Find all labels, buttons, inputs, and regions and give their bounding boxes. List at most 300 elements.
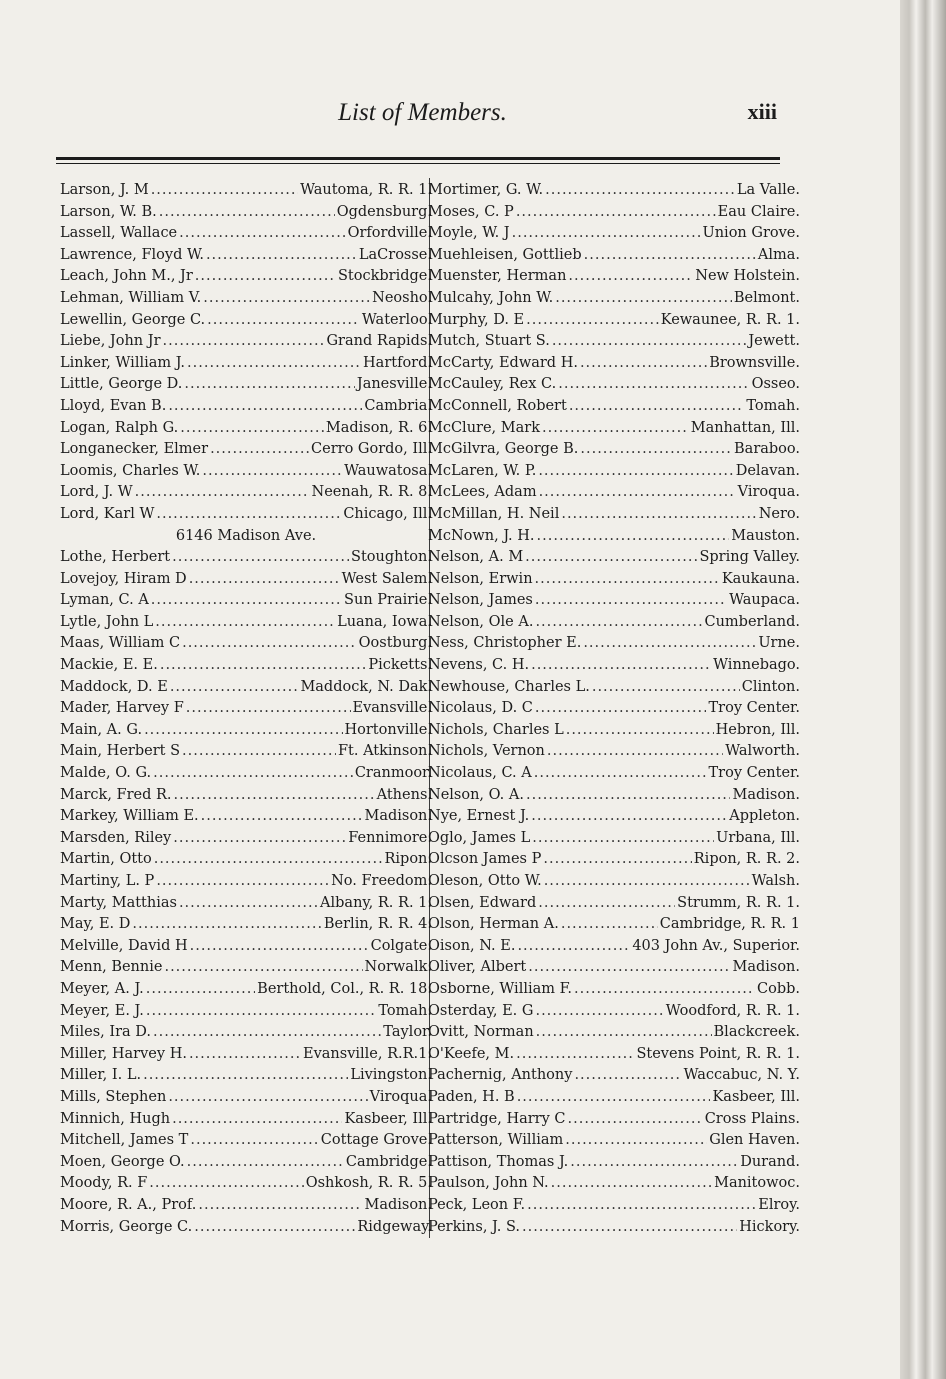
member-entry	[428, 310, 800, 332]
dot-leader	[159, 202, 335, 224]
member-entry	[60, 957, 432, 979]
member-place: Manitowoc.	[714, 1175, 800, 1192]
member-place: Cerro Gordo, Ill.	[311, 441, 432, 458]
member-name: Pattison, Thomas J.	[428, 1153, 569, 1170]
member-entry	[60, 1022, 432, 1044]
member-place: Ripon.	[384, 851, 432, 868]
member-entry	[60, 871, 432, 893]
member-name: Perkins, J. S.	[428, 1218, 520, 1235]
dot-leader	[190, 1130, 318, 1152]
member-place: Livingston.	[350, 1067, 432, 1084]
member-entry	[60, 1217, 432, 1239]
member-entry	[60, 612, 432, 634]
member-place: Mauston.	[731, 527, 800, 544]
dot-leader	[203, 288, 370, 310]
header-rule-thin	[56, 163, 780, 164]
member-place: Troy Center.	[708, 700, 800, 717]
member-entry	[60, 526, 432, 548]
member-entry	[428, 526, 800, 548]
dot-leader	[170, 677, 299, 699]
member-entry	[428, 633, 800, 655]
member-name: Meyer, E. J.	[60, 1002, 144, 1019]
dot-leader	[195, 266, 336, 288]
member-name: Miller, I. L.	[60, 1067, 142, 1084]
member-entry	[428, 806, 800, 828]
dot-leader	[535, 698, 707, 720]
member-name: Mulcahy, John W.	[428, 289, 554, 306]
dot-leader	[144, 720, 342, 742]
member-place: La Valle.	[736, 182, 800, 198]
member-name: Mitchell, James T	[60, 1132, 189, 1149]
dot-leader	[146, 1001, 377, 1023]
dot-leader	[574, 979, 755, 1001]
dot-leader	[149, 1173, 303, 1195]
member-place: Athens.	[376, 786, 432, 803]
dot-leader	[526, 310, 659, 332]
member-entry	[60, 914, 432, 936]
member-name: Pachernig, Anthony	[428, 1067, 573, 1084]
member-place: Stevens Point, R. R. 1.	[636, 1045, 800, 1062]
member-name: Lovejoy, Hiram D	[60, 570, 187, 587]
member-place: Baraboo.	[734, 441, 800, 458]
header-rule-thick	[56, 157, 780, 160]
dot-leader	[527, 1195, 756, 1217]
member-place: Glen Haven.	[709, 1132, 800, 1149]
dot-leader	[189, 569, 340, 591]
member-place: Strumm, R. R. 1.	[677, 894, 800, 911]
member-name: Moyle, W. J	[428, 225, 510, 242]
member-entry	[60, 418, 432, 440]
member-place: Cambridge, R. R. 1	[659, 916, 800, 933]
member-entry	[60, 698, 432, 720]
dot-leader	[174, 785, 375, 807]
member-entry	[428, 698, 800, 720]
member-entry	[60, 936, 432, 958]
dot-leader	[535, 612, 702, 634]
member-entry	[428, 893, 800, 915]
member-place: Picketts.	[368, 657, 432, 674]
member-name: Oglo, James L	[428, 829, 531, 846]
member-place: Alma.	[757, 246, 800, 263]
member-name: McGilvra, George B.	[428, 441, 579, 458]
dot-leader	[156, 871, 329, 893]
member-place: Ft. Atkinson.	[337, 743, 432, 760]
member-entry	[60, 266, 432, 288]
member-name: Nichols, Charles L	[428, 721, 564, 738]
member-place: Waterloo.	[361, 311, 432, 328]
member-entry	[428, 1087, 800, 1109]
member-name: Muenster, Herman	[428, 268, 567, 285]
member-entry	[60, 1195, 432, 1217]
member-entry	[60, 720, 432, 742]
dot-leader	[568, 1109, 703, 1131]
dot-leader	[547, 741, 723, 763]
dot-leader	[538, 461, 733, 483]
dot-leader	[569, 396, 745, 418]
dot-leader	[153, 763, 353, 785]
member-name: Lewellin, George C.	[60, 311, 206, 328]
member-entry	[428, 461, 800, 483]
member-name: Martiny, L. P	[60, 873, 155, 889]
member-entry	[428, 353, 800, 375]
dot-leader	[168, 396, 362, 418]
member-entry	[428, 482, 800, 504]
member-place: Delavan.	[735, 462, 800, 479]
dot-leader	[516, 1044, 634, 1066]
dot-leader	[538, 893, 675, 915]
member-place: Albany, R. R. 1.	[320, 894, 432, 911]
member-entry	[428, 439, 800, 461]
dot-leader	[535, 590, 727, 612]
member-place: Luana, Iowa.	[337, 613, 432, 630]
dot-leader	[537, 526, 730, 548]
member-place: Grand Rapids.	[326, 333, 432, 350]
dot-leader	[535, 569, 720, 591]
member-name: Peck, Leon F.	[428, 1196, 526, 1213]
member-entry	[60, 245, 432, 267]
member-entry	[428, 1065, 800, 1087]
dot-leader	[179, 223, 345, 245]
member-place: Kewaunee, R. R. 1.	[660, 311, 800, 328]
dot-leader	[173, 828, 346, 850]
member-place: Berlin, R. R. 4.	[323, 916, 432, 933]
member-place: Durand.	[740, 1153, 800, 1170]
dot-leader	[163, 331, 325, 353]
member-name: Oleson, Otto W.	[428, 873, 542, 889]
member-name: McCarty, Edward H.	[428, 354, 578, 371]
member-place: Cross Plains.	[704, 1110, 800, 1127]
member-name: Minnich, Hugh	[60, 1110, 171, 1127]
member-place: Stockbridge.	[337, 268, 432, 285]
dot-leader	[517, 936, 630, 958]
dot-leader	[544, 871, 750, 893]
member-place: Oshkosh, R. R. 5.	[305, 1175, 432, 1192]
member-entry	[428, 569, 800, 591]
member-entry	[60, 1173, 432, 1195]
member-place: Urne.	[758, 635, 800, 652]
dot-leader	[574, 1065, 681, 1087]
member-place: Neosho.	[372, 289, 432, 306]
member-place: Hortonville.	[344, 721, 432, 738]
member-place: Madison.	[364, 1196, 432, 1213]
member-place: Cambria.	[364, 397, 432, 414]
member-place: Elroy.	[758, 1196, 800, 1213]
dot-leader	[561, 504, 756, 526]
dot-leader	[525, 547, 697, 569]
member-name: Maas, William C	[60, 635, 181, 652]
member-place: Troy Center.	[708, 765, 800, 782]
member-name: Nevens, C. H.	[428, 657, 530, 674]
member-place: West Salem.	[341, 570, 432, 587]
member-place: Kasbeer, Ill.	[344, 1110, 432, 1127]
member-list-right	[428, 180, 800, 1238]
dot-leader	[201, 806, 363, 828]
dot-leader	[186, 698, 351, 720]
member-entry	[60, 396, 432, 418]
member-entry	[60, 677, 432, 699]
member-name: Little, George D.	[60, 376, 183, 393]
member-place: Blackcreek.	[713, 1024, 800, 1041]
member-entry	[60, 374, 432, 396]
member-place: Norwalk.	[364, 959, 432, 976]
member-entry	[60, 893, 432, 915]
member-entry	[60, 569, 432, 591]
member-entry	[428, 288, 800, 310]
member-name: Lytle, John L	[60, 613, 154, 630]
dot-leader	[135, 482, 310, 504]
member-place: Stoughton.	[351, 549, 432, 566]
dot-leader	[172, 1109, 342, 1131]
dot-leader	[187, 1152, 344, 1174]
member-place: Tomah.	[746, 397, 800, 414]
dot-leader	[531, 655, 711, 677]
dot-leader	[206, 245, 357, 267]
member-name: Mackie, E. E.	[60, 657, 158, 674]
dot-leader	[190, 936, 369, 958]
member-place: Woodford, R. R. 1.	[665, 1002, 800, 1019]
member-entry	[428, 849, 800, 871]
member-entry	[60, 482, 432, 504]
member-name: Lloyd, Evan B.	[60, 397, 167, 414]
member-entry	[428, 180, 800, 202]
member-name: Morris, George C.	[60, 1218, 193, 1235]
member-entry	[60, 785, 432, 807]
member-name: Olson, Herman A.	[428, 916, 559, 933]
dot-leader	[552, 331, 747, 353]
dot-leader	[570, 1152, 738, 1174]
member-name: May, E. D	[60, 916, 131, 933]
member-name: Lawrence, Floyd W.	[60, 246, 204, 263]
dot-leader	[528, 957, 730, 979]
dot-leader	[202, 461, 342, 483]
member-place: Viroqua.	[369, 1088, 432, 1105]
member-place: Sun Prairie.	[344, 592, 432, 609]
member-place: No. Freedom.	[331, 873, 432, 889]
member-entry	[428, 1195, 800, 1217]
member-place: 403 John Av., Superior.	[632, 937, 800, 954]
member-entry	[428, 979, 800, 1001]
member-place: Viroqua.	[737, 484, 800, 501]
member-place: Ripon, R. R. 2.	[693, 851, 800, 868]
member-entry	[60, 763, 432, 785]
dot-leader	[584, 245, 756, 267]
member-entry	[428, 763, 800, 785]
member-entry	[60, 504, 432, 526]
member-entry	[428, 1152, 800, 1174]
member-place: Maddock, N. Dak.	[300, 678, 432, 695]
page-number: xiii	[747, 99, 777, 124]
member-place: Walworth.	[725, 743, 800, 760]
member-name: Lothe, Herbert	[60, 549, 171, 566]
member-entry	[60, 223, 432, 245]
member-place: LaCrosse.	[358, 246, 432, 263]
member-entry	[60, 331, 432, 353]
member-name: Nicolaus, D. C	[428, 700, 533, 717]
member-name: Paden, H. B	[428, 1088, 515, 1105]
dot-leader	[182, 633, 357, 655]
dot-leader	[168, 1087, 367, 1109]
member-name: Lassell, Wallace	[60, 225, 178, 242]
dot-leader	[189, 1044, 301, 1066]
member-name: Nelson, Erwin	[428, 570, 533, 587]
member-name: Longanecker, Elmer	[60, 441, 209, 458]
dot-leader	[568, 266, 693, 288]
member-place: Madison.	[732, 786, 800, 803]
member-place: Union Grove.	[702, 225, 800, 242]
member-name: Murphy, D. E	[428, 311, 525, 328]
dot-leader	[210, 439, 309, 461]
dot-leader	[592, 677, 740, 699]
dot-leader	[132, 914, 321, 936]
member-name: Paulson, John N.	[428, 1175, 549, 1192]
member-name: McConnell, Robert	[428, 397, 567, 414]
member-name: Muehleisen, Gottlieb	[428, 246, 582, 263]
member-entry	[428, 1044, 800, 1066]
member-place: Kasbeer, Ill.	[712, 1088, 800, 1105]
member-entry	[60, 1152, 432, 1174]
member-place: Waccabuc, N. Y.	[683, 1067, 800, 1084]
member-name: Logan, Ralph G.	[60, 419, 179, 436]
dot-leader	[180, 418, 324, 440]
member-place: Colgate.	[370, 937, 432, 954]
member-entry	[428, 785, 800, 807]
member-place: Hickory.	[739, 1218, 800, 1235]
member-place: Nero.	[758, 505, 800, 522]
member-entry	[428, 741, 800, 763]
member-name: Martin, Otto	[60, 851, 152, 868]
member-name: Patterson, William	[428, 1132, 564, 1149]
member-name: Marsden, Riley	[60, 829, 172, 846]
member-entry	[428, 1130, 800, 1152]
member-name: Marty, Matthias	[60, 894, 177, 911]
member-name: Linker, William J.	[60, 354, 186, 371]
member-entry	[428, 1217, 800, 1239]
member-entry	[428, 590, 800, 612]
page-edge	[900, 0, 946, 1379]
member-place: Hebron, Ill.	[715, 721, 800, 738]
member-place: Belmont.	[733, 289, 800, 306]
member-name: Markey, William E.	[60, 808, 199, 825]
member-place: Waupaca.	[729, 592, 800, 609]
member-place: Neenah, R. R. 8.	[311, 484, 432, 501]
member-name: Marck, Fred R.	[60, 786, 172, 803]
member-place: Berthold, Col., R. R. 18.	[257, 980, 432, 997]
member-name: Ness, Christopher E.	[428, 635, 582, 652]
dot-leader	[151, 590, 342, 612]
dot-leader	[198, 1195, 362, 1217]
member-place: Eau Claire.	[717, 203, 800, 220]
dot-leader	[566, 720, 714, 742]
member-place: Walsh.	[751, 873, 800, 889]
member-entry	[428, 547, 800, 569]
dot-leader	[543, 849, 691, 871]
dot-leader	[143, 1065, 348, 1087]
member-entry	[60, 1065, 432, 1087]
member-entry	[60, 590, 432, 612]
member-entry	[428, 612, 800, 634]
member-entry	[60, 828, 432, 850]
member-name: Melville, David H	[60, 937, 188, 954]
member-name: Nelson, James	[428, 592, 533, 609]
running-title: List of Members.	[338, 99, 507, 126]
member-place: Chicago, Ill.	[343, 505, 432, 522]
member-name: O'Keefe, M.	[428, 1045, 515, 1062]
dot-leader	[164, 957, 362, 979]
member-name: McCauley, Rex C.	[428, 376, 557, 393]
dot-leader	[580, 439, 732, 461]
dot-leader	[155, 612, 335, 634]
member-place: Appleton.	[729, 808, 800, 825]
member-name: Osterday, E. G	[428, 1002, 534, 1019]
member-entry	[428, 418, 800, 440]
member-place: Madison.	[364, 808, 432, 825]
member-place: Wauwatosa.	[344, 462, 432, 479]
member-name: Loomis, Charles W.	[60, 462, 201, 479]
member-name: Liebe, John Jr	[60, 333, 161, 350]
dot-leader	[172, 547, 349, 569]
member-name: Malde, O. G.	[60, 765, 152, 782]
member-place: Spring Valley.	[699, 549, 800, 566]
member-name: Newhouse, Charles L.	[428, 678, 590, 695]
member-entry	[428, 1001, 800, 1023]
member-name: Miller, Harvey H.	[60, 1045, 187, 1062]
member-place: Ogdensburg.	[336, 203, 432, 220]
member-place: Evansville.	[352, 700, 432, 717]
member-entry	[428, 871, 800, 893]
member-name: Maddock, D. E	[60, 678, 168, 695]
member-name: Mortimer, G. W.	[428, 182, 544, 198]
member-place: Madison, R. 6.	[325, 419, 432, 436]
member-entry	[428, 1173, 800, 1195]
member-entry	[60, 849, 432, 871]
member-name: Main, A. G.	[60, 721, 143, 738]
member-place: Hartford.	[363, 354, 432, 371]
member-entry	[60, 1130, 432, 1152]
member-entry	[60, 180, 432, 202]
member-entry	[60, 633, 432, 655]
dot-leader	[565, 1130, 707, 1152]
member-place: Urbana, Ill.	[716, 829, 800, 846]
dot-leader	[194, 1217, 355, 1239]
dot-leader	[561, 914, 658, 936]
dot-leader	[156, 504, 341, 526]
member-place: Tomah.	[378, 1002, 432, 1019]
dot-leader	[522, 1217, 737, 1239]
member-place: Cranmoor.	[354, 765, 432, 782]
member-name: Leach, John M., Jr	[60, 268, 193, 285]
member-name: McLaren, W. P.	[428, 462, 537, 479]
member-entry	[428, 914, 800, 936]
member-entry	[60, 202, 432, 224]
member-entry	[428, 655, 800, 677]
member-name: McMillan, H. Neil	[428, 505, 560, 522]
member-place: Winnebago.	[713, 657, 800, 674]
member-entry	[60, 439, 432, 461]
member-name: Mutch, Stuart S.	[428, 333, 550, 350]
member-entry	[60, 1044, 432, 1066]
dot-leader	[545, 180, 735, 202]
member-entry	[60, 1001, 432, 1023]
dot-leader	[517, 1087, 711, 1109]
member-name: Nicolaus, C. A	[428, 765, 532, 782]
member-place: Clinton.	[741, 678, 800, 695]
member-place: Janesville.	[356, 376, 432, 393]
member-name: Nelson, A. M	[428, 549, 524, 566]
member-entry	[428, 677, 800, 699]
member-place: Cobb.	[757, 980, 800, 997]
member-entry	[60, 979, 432, 1001]
dot-leader	[536, 1022, 712, 1044]
